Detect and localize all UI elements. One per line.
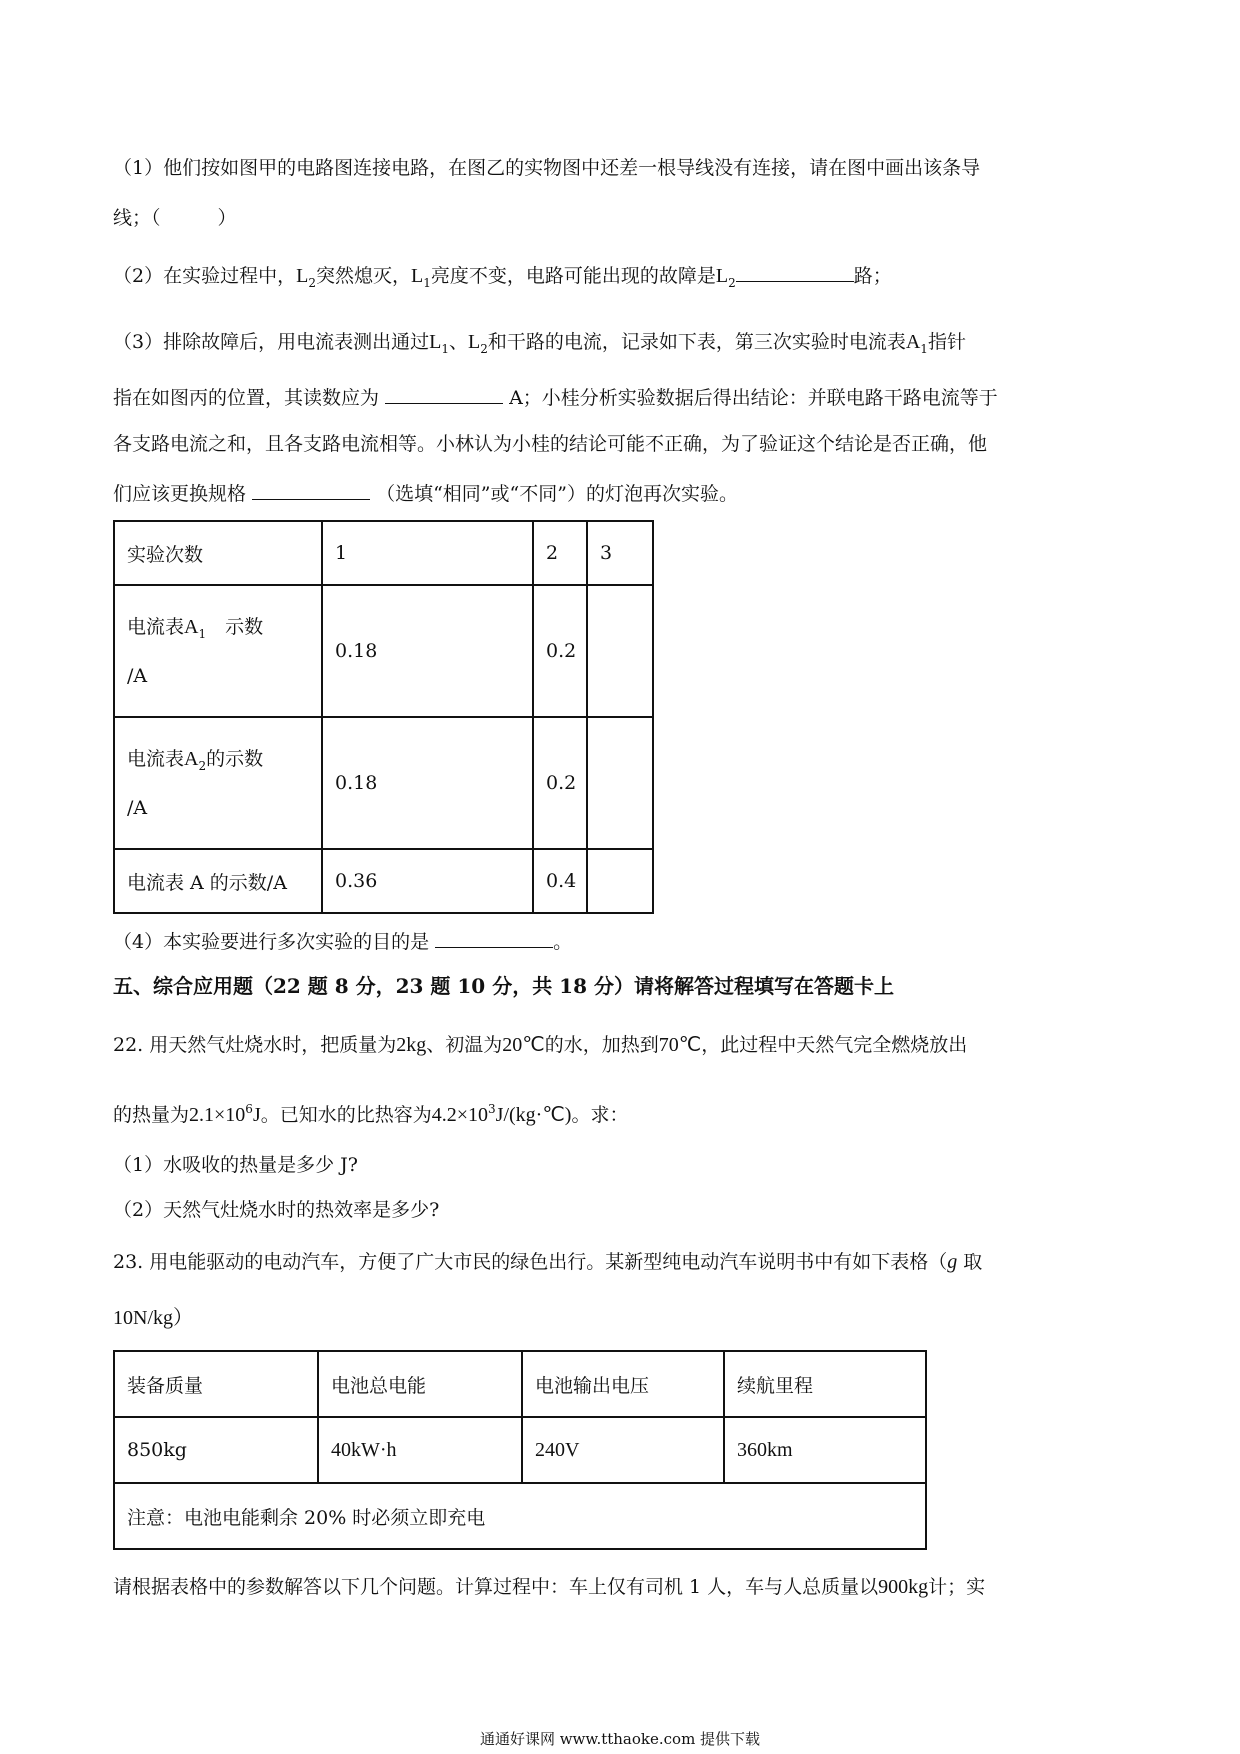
current-data-table [113, 520, 654, 914]
table-row [114, 1483, 926, 1549]
table-row [114, 1351, 926, 1417]
table-header-cell: 实验次数 [114, 521, 322, 585]
q22-sub1: （1）水吸收的热量是多少 J? [113, 1154, 358, 1176]
table-cell: 0.2 [533, 717, 587, 849]
table-cell: 0.4 [533, 849, 587, 913]
table-header-cell: 电池输出电压 [522, 1351, 724, 1417]
q21-part3-line2: 指在如图丙的位置，其读数应为 A；小桂分析实验数据后得出结论：并联电路干路电流等于 [113, 387, 998, 409]
table-cell [587, 585, 653, 717]
table-row [114, 849, 653, 913]
q22-line2: 的热量为$2.1\times 10^6J$。已知水的比热容为$4.2\times 10^3J/(kg\cdot℃)$。求： [113, 1102, 629, 1126]
q23-line2: 10N/kg） [113, 1307, 193, 1329]
q21-part3-line4: 们应该更换规格 （选填“相同”或“不同”）的灯泡再次实验。 [113, 483, 738, 505]
q21-part1-line2: 线；（ ） [113, 207, 237, 229]
table-cell: 0.2 [533, 585, 587, 717]
table-cell: 240V [522, 1417, 724, 1483]
table-note: 注意：电池电能剩余 20% 时必须立即充电 [114, 1483, 926, 1549]
table-cell: 0.18 [322, 717, 533, 849]
table-header-cell: 装备质量 [114, 1351, 318, 1417]
table-cell: 850kg [114, 1417, 318, 1483]
table-cell: 360km [724, 1417, 926, 1483]
q22-line1: 22. 用天然气灶烧水时，把质量为2kg、初温为20℃的水，加热到70℃，此过程中天然气完全燃烧放出 [113, 1034, 968, 1056]
q21-part2: （2）在实验过程中，$L_2$突然熄灭，$L_1$亮度不变，电路可能出现的故障是$L_2$ 路； [113, 265, 892, 290]
section-heading: 五、综合应用题（22 题 8 分，23 题 10 分，共 18 分）请将解答过程填写在答题卡上 [113, 974, 894, 998]
table-header-cell: 电池总电能 [318, 1351, 522, 1417]
table-header-cell: 3 [587, 521, 653, 585]
table-cell: 40kW·h [318, 1417, 522, 1483]
table-header-cell: 2 [533, 521, 587, 585]
table-cell [587, 717, 653, 849]
footer-credit: 通通好课网 www.tthaoke.com 提供下载 [479, 1730, 761, 1748]
row-label: 电流表$A_1$ 示数 /A [114, 585, 322, 717]
answer-blank[interactable] [385, 385, 503, 404]
answer-blank[interactable] [435, 929, 553, 948]
table-row [114, 585, 653, 717]
q22-sub2: （2）天然气灶烧水时的热效率是多少? [113, 1199, 440, 1221]
table-cell: 0.18 [322, 585, 533, 717]
answer-blank[interactable] [252, 481, 370, 500]
table-cell [587, 849, 653, 913]
q21-part3-line1: （3）排除故障后，用电流表测出通过$L_1$、$L_2$和干路的电流，记录如下表，第三次实验时电流表$A_1$指针 [113, 331, 966, 356]
table-cell: 0.36 [322, 849, 533, 913]
table-row [114, 1417, 926, 1483]
q21-part4: （4）本实验要进行多次实验的目的是 。 [113, 931, 573, 953]
q23-line1: 23. 用电能驱动的电动汽车，方便了广大市民的绿色出行。某新型纯电动汽车说明书中有如下表格（g 取 [113, 1251, 983, 1273]
answer-blank[interactable] [736, 263, 854, 282]
q21-part3-line3: 各支路电流之和，且各支路电流相等。小林认为小桂的结论可能不正确，为了验证这个结论是否正确，他 [113, 433, 988, 455]
table-header-cell: 1 [322, 521, 533, 585]
car-spec-table [113, 1350, 927, 1550]
q23-last-line: 请根据表格中的参数解答以下几个问题。计算过程中：车上仅有司机 1 人，车与人总质量以900kg计；实 [113, 1576, 986, 1598]
row-label: 电流表$A_2$的示数 /A [114, 717, 322, 849]
row-label: 电流表 A 的示数/A [114, 849, 322, 913]
table-header-cell: 续航里程 [724, 1351, 926, 1417]
q21-part1-line1: （1）他们按如图甲的电路图连接电路，在图乙的实物图中还差一根导线没有连接，请在图中画出该条导 [113, 157, 981, 179]
table-row [114, 717, 653, 849]
